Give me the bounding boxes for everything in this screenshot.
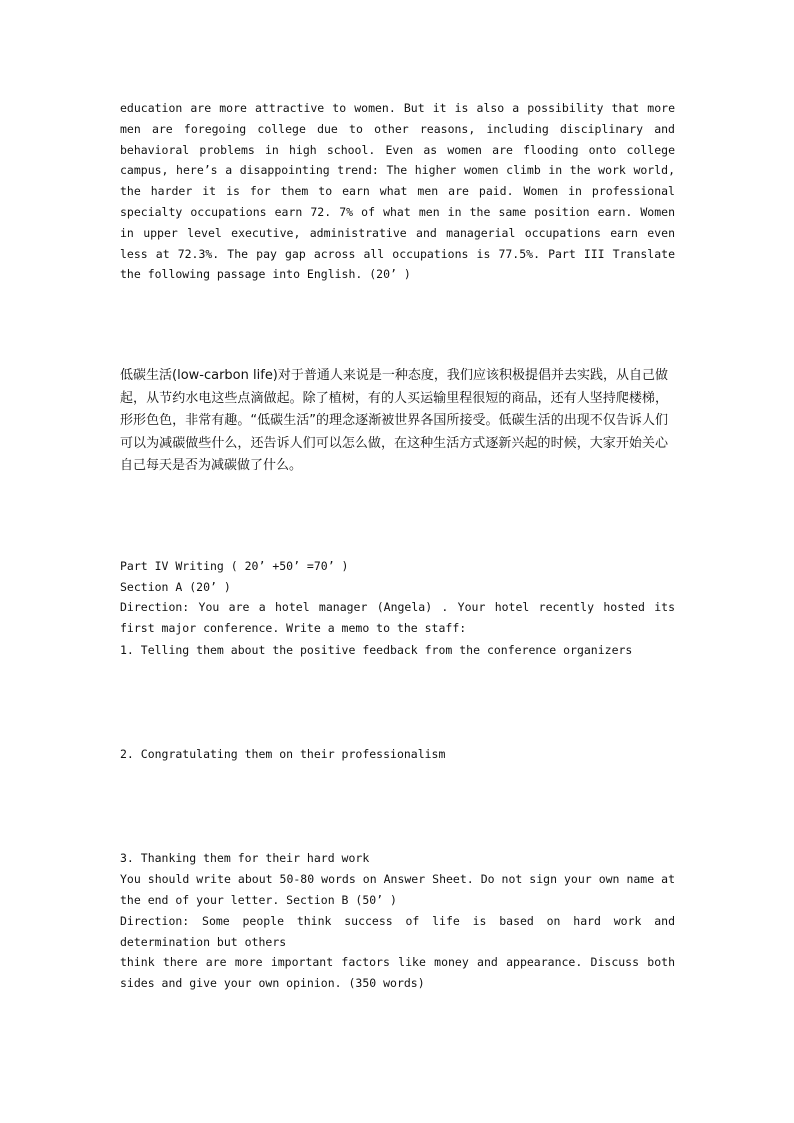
memo-item-1: 1. Telling them about the positive feedback from the conference organizers bbox=[120, 643, 633, 657]
writing-part-heading: Part IV Writing ( 20’ +50’ =70’ ) bbox=[120, 559, 349, 573]
section-a-heading: Section A (20’ ) bbox=[120, 580, 231, 594]
memo-item-2: 2. Congratulating them on their professionalism bbox=[120, 747, 446, 761]
translation-passage-chinese: 低碳生活(low-carbon life)对于普通人来说是一种态度，我们应该积极提倡并去实践，从自己做起，从节约水电这些点滴做起。除了植树，有的人买运输里程很短的商品，还有人坚持爬楼梯，形形色色，非常有趣。“低碳生活”的理念逐渐被世界各国所接受。低碳生活的出现不仅告诉人们可以为减碳做些什么，还告诉人们可以怎么做，在这种生活方式逐新兴起的时候，大家开始关心自己每天是否为减碳做了什么。 bbox=[120, 368, 668, 473]
word-count-instruction: You should write about 50-80 words on Answer Sheet. Do not sign your own name at the end of your letter. Section B (50’ ) bbox=[120, 872, 675, 907]
section-a-direction: Direction: You are a hotel manager (Angela) . Your hotel recently hosted its first major conference. Write a memo to the staff: bbox=[120, 600, 675, 635]
reading-passage-paragraph: education are more attractive to women. But it is also a possibility that more men are foregoing college due to other reasons, including disciplinary and behavioral problems in high school. Even as women are flooding onto college campus, here’s a disappointing trend: The higher women climb in the work world, the harder it is for them to earn what men are paid. Women in professional specialty occupations earn 72. 7% of what men in the same position earn. Women in upper level executive, administrative and managerial occupations earn even less at 72.3%. The pay gap across all occupations is 77.5%. Part III Translate the following passage into English. (20’ ) bbox=[120, 101, 675, 282]
section-b-direction-line-1: Direction: Some people think success of life is based on hard work and determination but others bbox=[120, 914, 675, 949]
memo-item-3: 3. Thanking them for their hard work bbox=[120, 851, 370, 865]
section-b-direction-line-2: think there are more important factors like money and appearance. Discuss both sides and give your own opinion. (350 words) bbox=[120, 955, 675, 990]
